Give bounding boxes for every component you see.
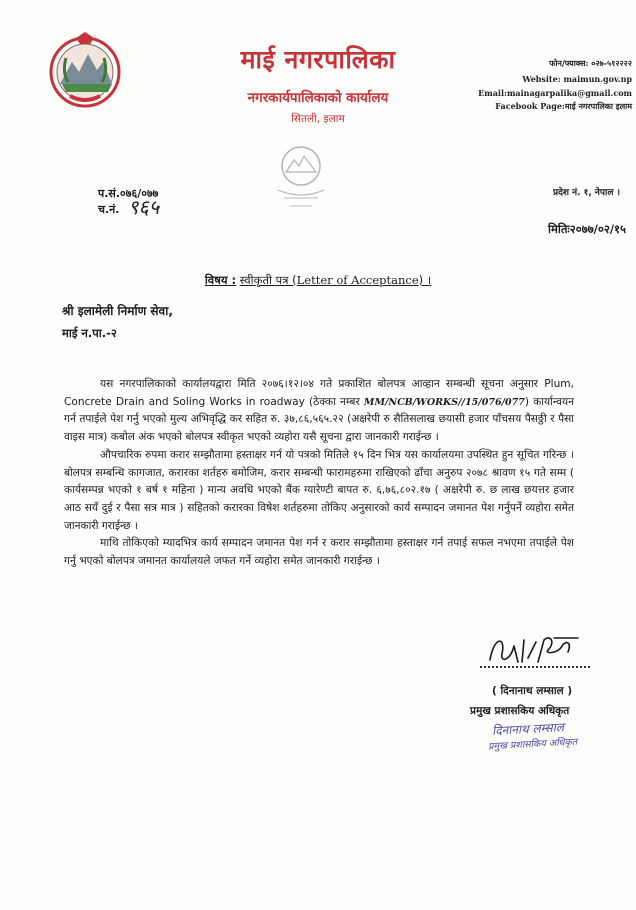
municipality-seal-icon [268, 142, 334, 212]
letter-body [64, 376, 574, 571]
signature-line [480, 666, 590, 668]
signer-name: ( दिनानाथ लम्साल ) [492, 685, 573, 697]
contact-phone: फोन/फ्याक्स: ०२७-५१२२२२ [549, 58, 632, 68]
body-p1-part-b: ) कार्यान्वयन गर्न तपाईले पेश गर्नु भएको मुल्य अभिवृद्धि कर सहित रु. ३७,८६,५६५.२२ (अक्षरेपी रु सैतिसलाख छयासी हजार पाँचसय पैसठ्ठी र पैसा वाइस मात्र) कबोल अंक भएको बोलपत्र स्वीकृत भएको व्यहोरा यसै सूचना द्वारा जानकारी गराईन्छ । [64, 395, 575, 444]
org-name: माई नगरपालिका [240, 45, 396, 74]
office-address: सितली, इलाम [291, 113, 345, 125]
body-paragraph-3: माथि तोकिएको म्यादभित्र कार्य सम्पादन जमानत पेश गर्न र करार सम्झौतामा हस्ताक्षर गर्न तपाई सफल नभएमा तपाईले पेश गर्नु भएको बोलपत्र जमानत कार्यालयले जफत गर्ने व्यहोरा समेत जानकारी गराईन्छ । [64, 537, 574, 568]
office-name: नगरकार्यपालिकाको कार्यालय [247, 90, 389, 106]
signer-title: प्रमुख प्रशासकिय अधिकृत [470, 705, 570, 717]
letter-date: मितिः२०७७/०२/१५ [548, 222, 626, 236]
subject-tail: ) । [418, 273, 432, 287]
stamp-title: प्रमुख प्रशासकिय अधिकृत [487, 736, 578, 753]
contact-website[interactable]: Website: maimun.gov.np [522, 74, 632, 84]
contract-code: MM/NCB/WORKS//15/076/077 [363, 396, 525, 408]
body-paragraph-2: औपचारिक रुपमा करार सम्झौतामा हस्ताक्षर गर्न यो पत्रको मितिले १५ दिन भित्र यस कार्यालयमा उपस्थित हुन सूचित गरिन्छ । बोलपत्र सम्बन्धि कागजात, करारका शर्तहरु बमोजिम, करार सम्बन्धी फारामहरुमा राखिएको ढाँचा अनुरुप २०७८ श्रावण १५ गते सम्म ( कार्यसम्पन्न भएको १ बर्ष १ महिना ) मान्य अवधि भएको बैंक ग्यारेण्टी बापत रु. ६,७६,८०२.१७ ( अक्षरेपी रु. छ लाख छयत्तर हजार आठ सयँ दुई र पैसा सत्र मात्र ) सहितको करारका विषेश शर्तहरुमा तोकिए अनुसारको कार्य सम्पादन जमानत पेश गर्नुपर्ने व्यहोरा समेत जानकारी गराईन्छ । [64, 448, 574, 532]
body-p1-part-a: यस नगरपालिकाको कार्यालयद्वारा मिति २०७६।१२।०४ गते प्रकाशित बोलपत्र आव्हान सम्बन्धी सूचना अनुसार Plum, Concrete Drain and Soling Works in roadway (ठेक्का नम्बर [64, 378, 574, 408]
body-paragraph-1 [64, 376, 574, 447]
recipient-name: श्री इलामेली निर्माण सेवा, [62, 304, 173, 318]
contact-email[interactable]: Email:mainagarpalika@gmail.com [478, 88, 632, 98]
dispatch-number-handwritten: ९६५ [128, 195, 160, 219]
subject-label: विषय : [204, 273, 237, 287]
handwritten-signature-icon [484, 632, 584, 670]
province-label: प्रदेश नं. १, नेपाल । [552, 188, 620, 198]
contact-facebook[interactable]: Facebook Page:माई नगरपालिका इलाम [495, 101, 632, 111]
recipient-address: माई न.पा.-२ [62, 326, 117, 340]
subject-line [0, 273, 636, 288]
stamp-name: दिनानाथ लम्साल [491, 720, 565, 738]
subject-value: स्वीकृती पत्र ( [239, 273, 297, 287]
reference-number: प.सं.०७६/०७७ [98, 187, 159, 200]
dispatch-number-label: च.नं. [98, 203, 120, 216]
subject-english: Letter of Acceptance [296, 273, 419, 287]
